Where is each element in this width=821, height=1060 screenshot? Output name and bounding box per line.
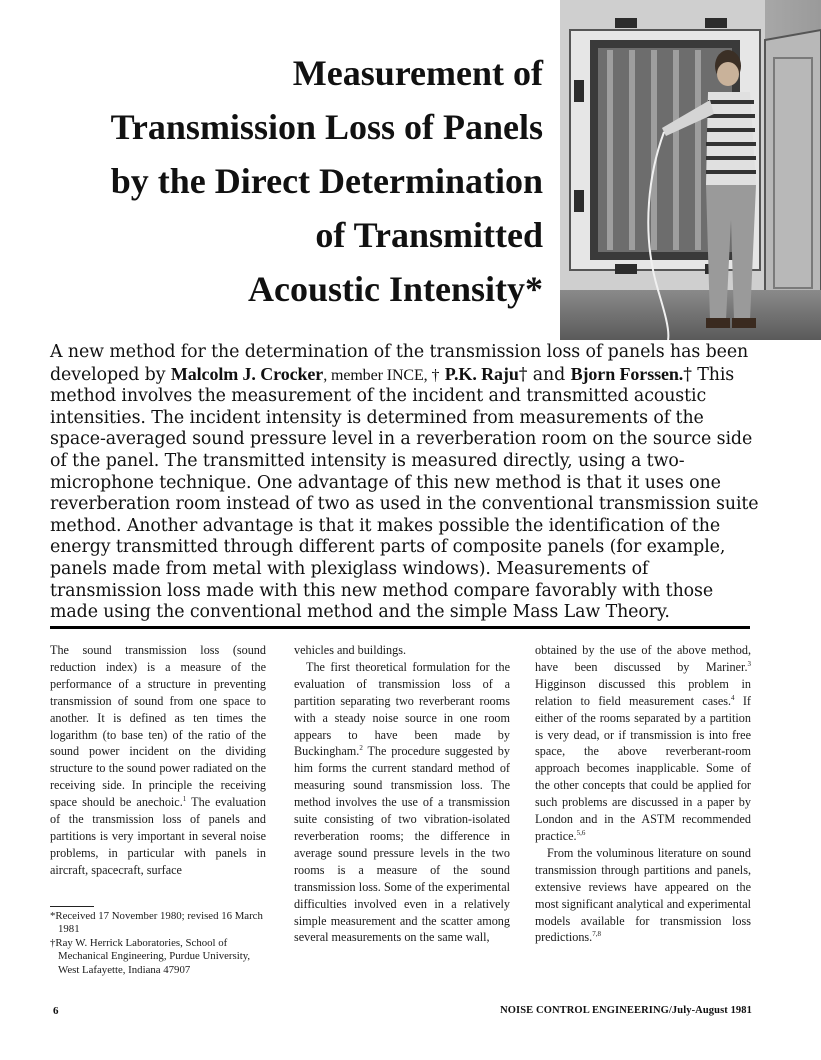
citation-ref: 3 — [747, 659, 751, 668]
paragraph-text: The evaluation of the transmission loss of panels and partitions is very important in several noise problems, in particular with panels in aircraft, spacecraft, surface — [50, 795, 266, 877]
page-number: 6 — [53, 1005, 59, 1017]
abstract-intro: A new method for the determination of the transmission loss of panels has been developed by — [50, 342, 749, 385]
body-column-3 — [535, 642, 751, 946]
citation-ref: 1 — [182, 795, 187, 804]
title-line: Measurement of — [292, 53, 543, 93]
footnote: *Received 17 November 1980; revised 16 March 1981 — [50, 910, 263, 936]
title-line: Acoustic Intensity* — [248, 269, 543, 309]
paragraph-text: The sound transmission loss (sound reduction index) is a measure of the performance of a structure in preventing transmission of sound from one space to another. It is defined as ten times the logarithm (to base ten) of the ratio of the sound power incident on the dividing structure to the sound power radiated on the receiving side. In principle the receiving space should be anechoic. — [50, 643, 266, 810]
citation-ref: 7,8 — [592, 930, 601, 939]
paragraph-text: Higginson discussed this problem in relation to field measurement cases. — [535, 676, 751, 708]
footnote-divider — [50, 906, 94, 907]
article-title — [23, 46, 543, 316]
journal-footer: NOISE CONTROL ENGINEERING/July-August 1981 — [500, 1005, 752, 1016]
body-column-2 — [294, 642, 510, 946]
abstract — [50, 342, 760, 624]
author-name: Bjorn Forssen. — [570, 363, 684, 384]
paragraph-text: If either of the rooms separated by a partition is very dead, or if transmission is into free space, the above reverberant-room approach becomes inapplicable. Some of the other concepts that could be applied for such problems are discussed in a paper by London and in the ASTM recommended practice. — [535, 693, 751, 843]
citation-ref: 2 — [359, 744, 363, 753]
title-line: by the Direct Determination — [110, 161, 543, 201]
paragraph-text: The procedure suggested by him forms the current standard method of measuring sound transmission loss. The method involves the use of a transmission suite consisting of two vibration-isolated reverberation rooms; the difference in average sound pressure levels in the two rooms is a measure of the sound transmission loss. Some of the experimental difficulties involved even in a relatively simple measurement and the scatter among several measurements on the same wall, — [294, 744, 510, 945]
abstract-connector: † and — [518, 364, 566, 385]
citation-ref: 5,6 — [576, 828, 586, 837]
paragraph-text: The first theoretical formulation for the evaluation of transmission loss of a partition separating two reverberant rooms with a steady noise source in one room appears to have been made by Buckingham. — [294, 659, 510, 759]
paragraph — [535, 642, 751, 845]
footnotes — [50, 910, 270, 977]
abstract-body: † This method involves the measurement of the incident and transmitted acoustic intensities. The incident intensity is determined from measurements of the space-averaged sound pressure level in a reverberation room on the source side of the panel. The transmitted intensity is measured directly, using a two-microphone technique. One advantage of this new method is that it uses one reverberation room instead of two as used in the conventional transmission suite method. Another advantage is that it makes possible the identification of the energy transmitted through different parts of composite panels (for example, panels made from metal with plexiglass windows). Measurements of transmission loss made with this new method compare favorably with those made using the conventional method and the simple Mass Law Theory. — [50, 364, 759, 623]
title-line: of Transmitted — [315, 215, 543, 255]
paragraph-text: obtained by the use of the above method, have been discussed by Mariner. — [535, 643, 751, 674]
paragraph-text: From the voluminous literature on sound transmission through partitions and panels, extensive reviews have appeared on the most significant analytical and experimental models available for transmission loss predictions. — [535, 845, 751, 945]
author-affiliation: , member INCE, † — [323, 366, 440, 384]
citation-ref: 4 — [731, 693, 735, 702]
body-column-1 — [50, 642, 266, 879]
paragraph — [294, 659, 510, 946]
paragraph — [50, 642, 266, 879]
author-name: P.K. Raju — [444, 363, 519, 384]
paragraph: vehicles and buildings. — [294, 643, 407, 657]
author-name: Malcolm J. Crocker — [170, 363, 324, 384]
article-photo — [560, 0, 821, 340]
title-line: Transmission Loss of Panels — [110, 107, 543, 147]
footnote: †Ray W. Herrick Laboratories, School of Mechanical Engineering, Purdue University, West Lafayette, Indiana 47907 — [50, 936, 251, 976]
paragraph — [535, 845, 751, 946]
section-divider — [50, 626, 750, 629]
